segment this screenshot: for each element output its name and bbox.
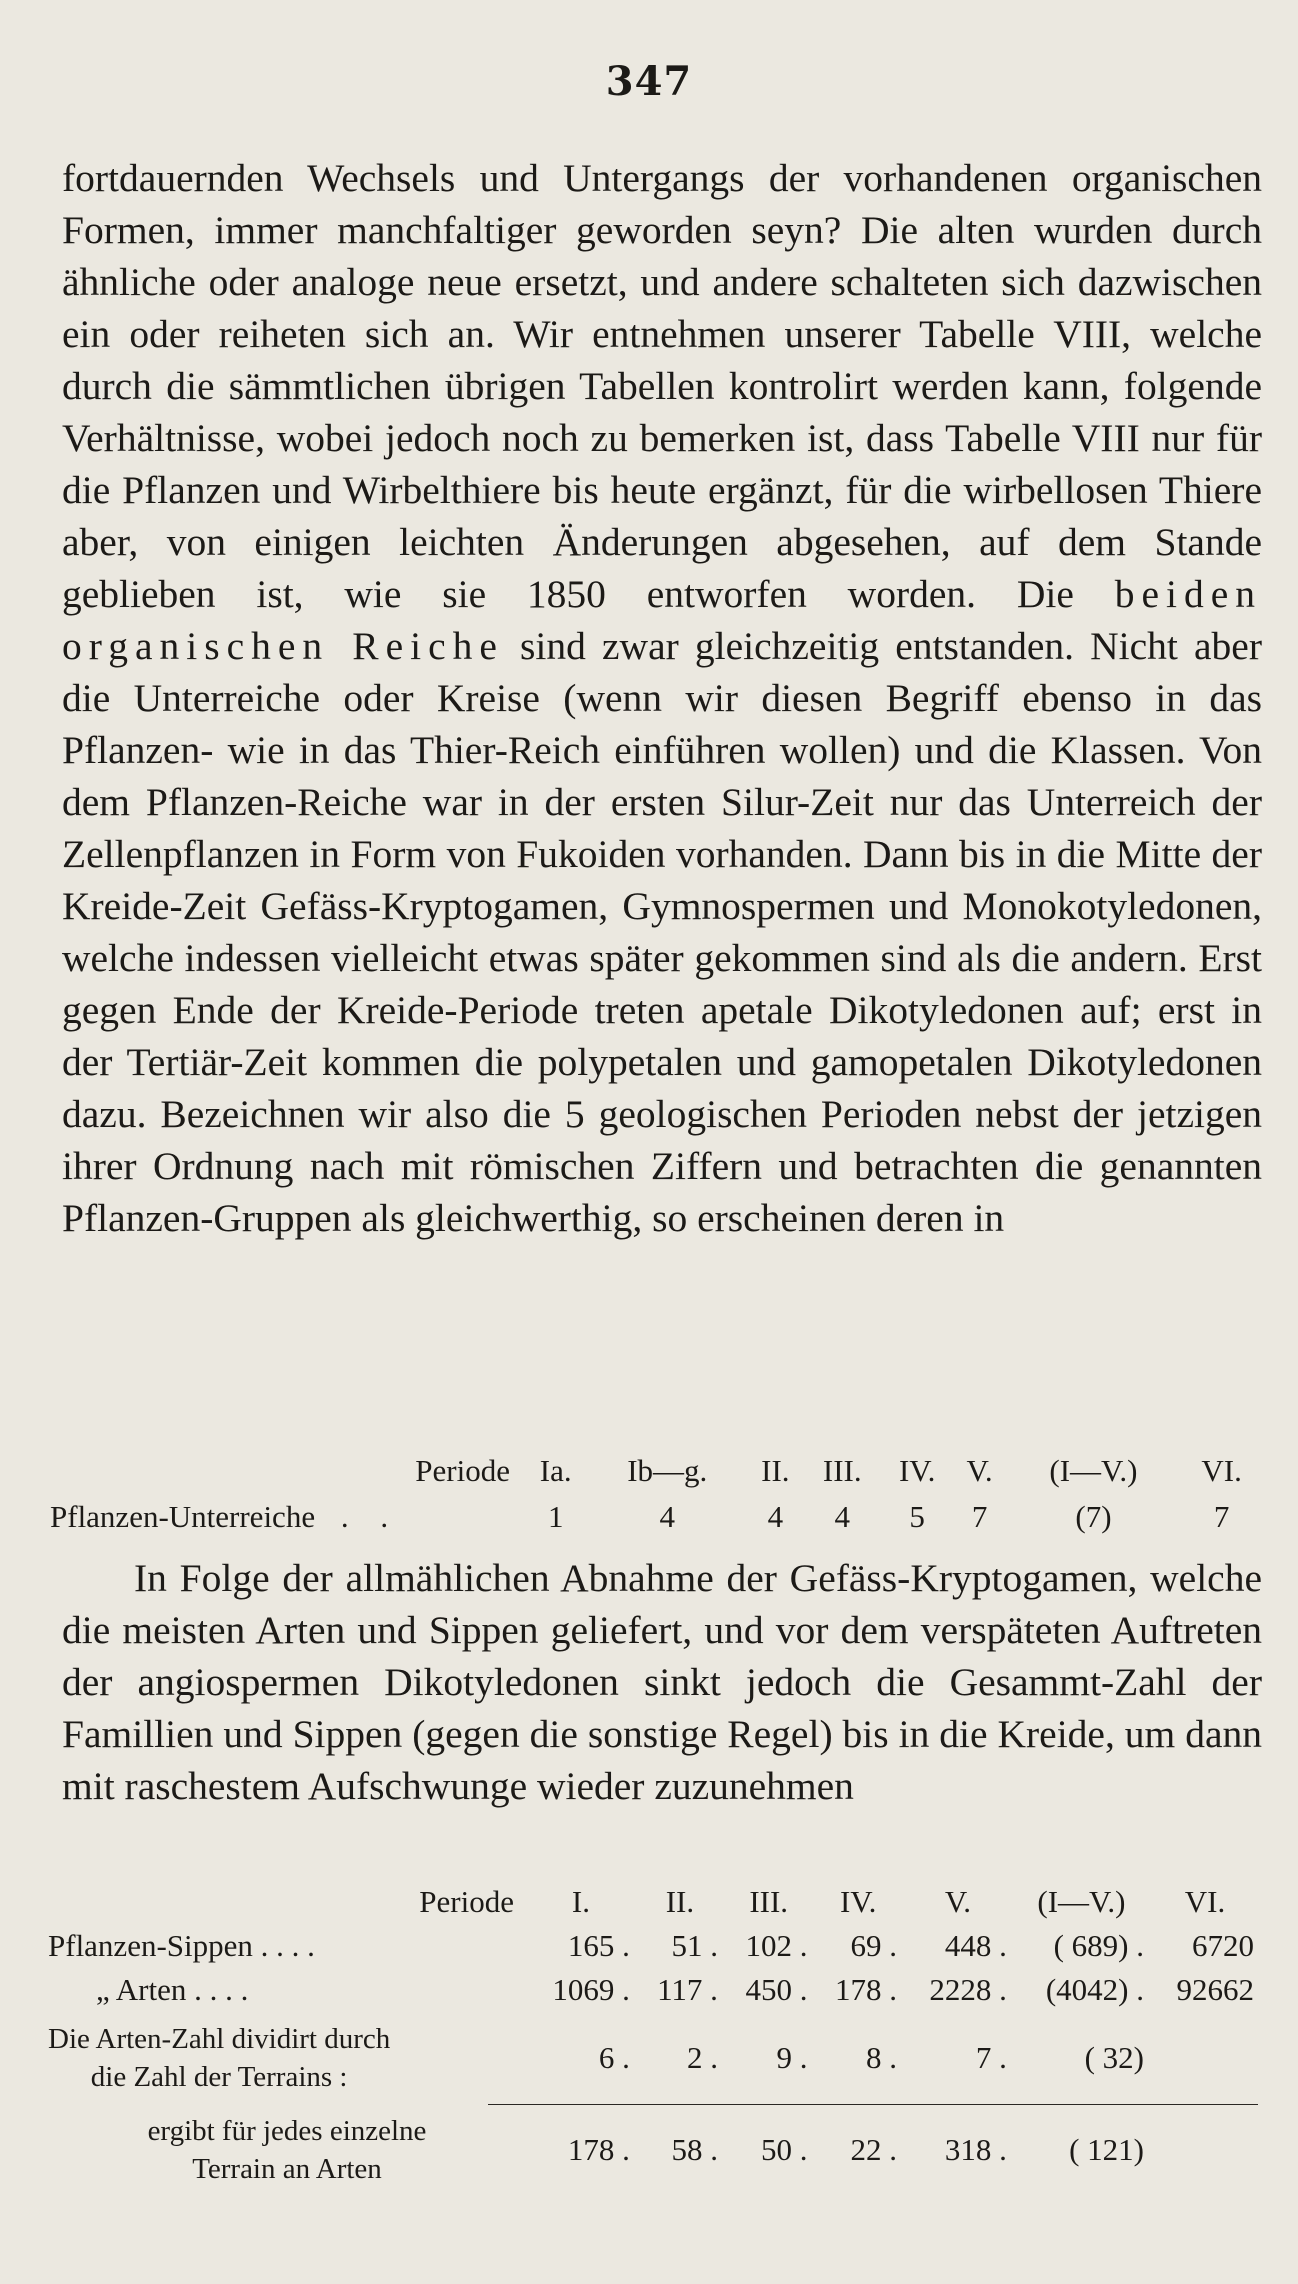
header-cell: IV. — [839, 1884, 877, 1919]
table-cell: ( 32) — [1084, 2040, 1145, 2075]
table-cell: 69 . — [850, 1928, 897, 1963]
paragraph-1-lead: Die — [1016, 572, 1074, 616]
table-cell: 6 . — [598, 2040, 630, 2075]
table-cell: 50 . — [760, 2132, 808, 2167]
table-cell: 51 . — [671, 1928, 718, 1963]
table-cell: 450 . — [745, 1972, 808, 2007]
table-divider-rule — [488, 2104, 1258, 2105]
row-label-line: Terrain an Arten — [192, 2153, 382, 2185]
header-cell: I. — [571, 1884, 590, 1919]
header-cell: (I—V.) — [1049, 1453, 1138, 1488]
table-cell: 178 . — [567, 2132, 630, 2167]
table-cell: 5 — [909, 1499, 925, 1534]
table-cell: ( 121) — [1069, 2132, 1145, 2167]
paragraph-1-text: fortdauernden Wechsels und Untergangs der vorhandenen organischen Formen, immer manchfaltiger geworden seyn? Die alten wurden durch ähnliche oder analoge neue ersetzt, und andere schalteten sich dazwischen ein oder reiheten sich an. Wir entnehmen unserer Tabelle VIII, welche durch die sämmtlichen übrigen Tabellen kontrolirt werden kann, folgende Verhältnisse, wobei jedoch noch zu bemerken ist, dass Tabelle VIII nur für die Pflanzen und Wirbelthiere bis heute ergänzt, für die wirbellosen Thiere aber, von einigen leichten Änderungen abgesehen, auf dem Stande geblieben ist, wie sie 1850 entworfen worden. — [62, 156, 1262, 616]
table-cell: 448 . — [944, 1928, 1007, 1963]
row-label-line: die Zahl der Terrains : — [90, 2061, 348, 2093]
row-label — [48, 2104, 526, 2196]
table-cell: 8 . — [865, 2040, 897, 2075]
table-cell: 1069 . — [552, 1972, 630, 2007]
table-cell: 4 — [767, 1499, 784, 1534]
table-header-row — [48, 1880, 1260, 1924]
table-row — [48, 1968, 1260, 2012]
header-label: Periode — [415, 1453, 510, 1488]
header-label: Periode — [419, 1884, 514, 1919]
table-cell: 7 — [971, 1499, 988, 1534]
table-row — [48, 2104, 1260, 2196]
header-cell: (I—V.) — [1037, 1884, 1126, 1919]
header-cell: Ia. — [539, 1453, 572, 1488]
header-cell: VI. — [1201, 1453, 1242, 1488]
table-cell: 58 . — [671, 2132, 718, 2167]
row-label-text: Pflanzen-Unterreiche — [50, 1499, 316, 1534]
table-cell: 4 — [834, 1499, 850, 1534]
row-label-line: ergibt für jedes einzelne — [147, 2115, 427, 2147]
header-cell: V. — [966, 1453, 993, 1488]
table-cell: 2 . — [686, 2040, 718, 2075]
table-cell: (4042) . — [1045, 1972, 1145, 2007]
table-cell: 2228 . — [929, 1972, 1007, 2007]
table-header-row — [50, 1448, 1262, 1494]
header-cell: III. — [822, 1453, 862, 1488]
table-cell: 178 . — [834, 1972, 897, 2007]
table-pflanzen-sippen-arten — [48, 1880, 1260, 2196]
table-cell: 92662 — [1176, 1972, 1254, 2007]
table-pflanzen-unterreiche — [50, 1448, 1262, 1540]
table-cell: 102 . — [745, 1928, 808, 1963]
table-row — [48, 2012, 1260, 2104]
header-cell: V. — [944, 1884, 971, 1919]
table-cell: 22 . — [850, 2132, 897, 2167]
paragraph-1 — [62, 152, 1262, 1244]
table-cell: 7 . — [975, 2040, 1007, 2075]
table-cell — [1150, 2012, 1260, 2104]
header-cell: II. — [665, 1884, 695, 1919]
row-label: „ Arten . . . . — [96, 1972, 249, 2007]
table-cell: 318 . — [944, 2132, 1007, 2167]
table-cell — [1150, 2104, 1260, 2196]
table-cell: 6720 — [1192, 1928, 1254, 1963]
paragraph-2: In Folge der allmählichen Abnahme der Gefäss-Kryptogamen, welche die meisten Arten und Sippen geliefert, und vor dem verspäteten Auftreten der angiospermen Dikotyledonen sinkt jedoch die Gesammt-Zahl der Famillien und Sippen (gegen die sonstige Regel) bis in die Kreide, um dann mit raschestem Aufschwunge wieder zuzunehmen — [62, 1556, 1262, 1808]
table-cell: (7) — [1075, 1499, 1112, 1534]
header-cell: Ib—g. — [627, 1453, 708, 1488]
table-cell: 1 — [547, 1499, 564, 1534]
paragraph-1-continuation: sind zwar gleichzeitig entstanden. Nicht aber die Unterreiche oder Kreise (wenn wir diesen Begriff ebenso in das Pflanzen- wie in das Thier-Reich einführen wollen) und die Klassen. Von dem Pflanzen-Reiche war in der ersten Silur-Zeit nur das Unterreich der Zellenpflanzen in Form von Fukoiden vorhanden. Dann bis in die Mitte der Kreide-Zeit Gefäss-Kryptogamen, Gymnospermen und Monokotyledonen, welche indessen vielleicht etwas später gekommen sind als die andern. Erst gegen Ende der Kreide-Periode treten apetale Dikotyledonen auf; erst in der Tertiär-Zeit kommen die polypetalen und gamopetalen Dikotyledonen dazu. Bezeichnen wir also die 5 geologischen Perioden nebst der jetzigen ihrer Ordnung nach mit römischen Ziffern und betrachten die genannten Pflanzen-Gruppen als gleichwerthig, so erscheinen deren in — [62, 624, 1262, 1240]
table-cell: 9 . — [776, 2040, 808, 2075]
row-label-line: Die Arten-Zahl dividirt durch — [48, 2023, 391, 2055]
table-cell: 4 — [659, 1499, 675, 1534]
table-cell: 165 . — [567, 1928, 630, 1963]
header-cell: III. — [749, 1884, 789, 1919]
table-row — [50, 1494, 1262, 1540]
spaced-emphasis: beiden organischen Reiche — [62, 572, 1263, 668]
table-cell: ( 689) . — [1053, 1928, 1145, 1963]
row-label — [50, 1494, 524, 1540]
header-cell: II. — [761, 1453, 790, 1488]
header-cell: VI. — [1184, 1884, 1226, 1919]
page-number: 347 — [605, 58, 693, 105]
row-leader-dots: . . — [340, 1499, 401, 1534]
row-label — [48, 2012, 526, 2104]
table-cell: 117 . — [657, 1972, 718, 2007]
table-row — [48, 1924, 1260, 1968]
row-label: Pflanzen-Sippen . . . . — [48, 1928, 315, 1963]
header-cell: IV. — [898, 1453, 936, 1488]
table-cell: 7 — [1213, 1499, 1230, 1534]
